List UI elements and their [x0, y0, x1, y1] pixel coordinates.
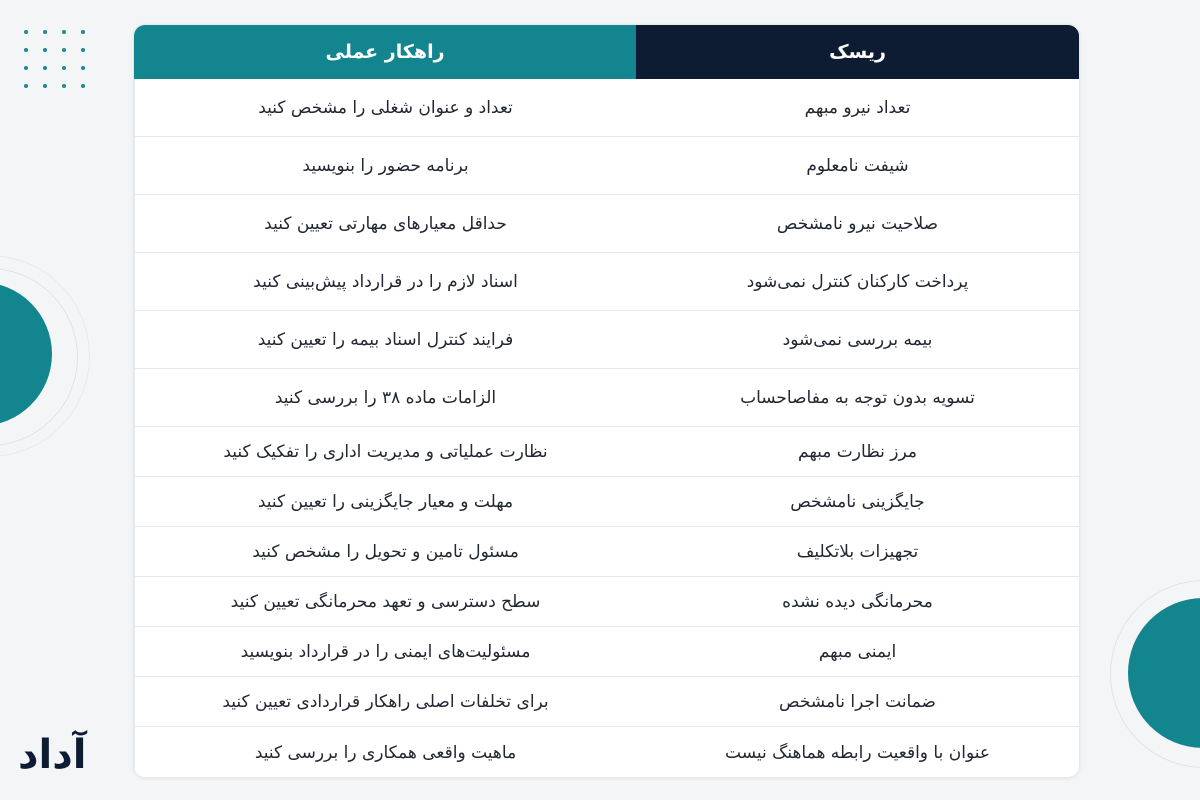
solution-cell: مهلت و معیار جایگزینی را تعیین کنید	[134, 477, 636, 526]
risk-cell: مرز نظارت مبهم	[798, 441, 917, 462]
table-row	[134, 527, 1079, 577]
solution-cell: حداقل معیارهای مهارتی تعیین کنید	[134, 195, 636, 252]
header-solution: راهکار عملی	[134, 25, 636, 79]
table-body	[134, 79, 1079, 778]
table-row	[134, 627, 1079, 677]
solution-cell: سطح دسترسی و تعهد محرمانگی تعیین کنید	[134, 577, 636, 626]
risk-cell: عنوان با واقعیت رابطه هماهنگ نیست	[725, 743, 991, 763]
solution-cell: برای تخلفات اصلی راهکار قراردادی تعیین کنید	[134, 677, 636, 726]
risk-cell: جایگزینی نامشخص	[790, 491, 925, 512]
solution-cell: الزامات ماده ۳۸ را بررسی کنید	[134, 369, 636, 426]
table-row	[134, 195, 1079, 253]
table-row	[134, 253, 1079, 311]
table-row	[134, 137, 1079, 195]
solution-cell: برنامه حضور را بنویسید	[134, 137, 636, 194]
risk-cell: پرداخت کارکنان کنترل نمی‌شود	[746, 271, 969, 292]
table-row	[134, 311, 1079, 369]
risk-cell: ایمنی مبهم	[818, 641, 897, 662]
solution-cell: تعداد و عنوان شغلی را مشخص کنید	[134, 79, 636, 136]
solution-cell: فرایند کنترل اسناد بیمه را تعیین کنید	[134, 311, 636, 368]
risk-cell: تسویه بدون توجه به مفاصاحساب	[740, 387, 975, 408]
table-row	[134, 369, 1079, 427]
brand-logo: آداد	[18, 732, 87, 778]
risk-cell: شیفت نامعلوم	[806, 155, 909, 176]
table-header-row	[134, 25, 1079, 79]
decorative-dot-grid	[24, 30, 85, 88]
risk-solution-table	[133, 24, 1080, 778]
risk-cell: محرمانگی دیده نشده	[782, 591, 933, 612]
solution-cell: مسئول تامین و تحویل را مشخص کنید	[134, 527, 636, 576]
table-row	[134, 727, 1079, 778]
table-row	[134, 427, 1079, 477]
risk-cell: بیمه بررسی نمی‌شود	[782, 329, 933, 350]
solution-cell: نظارت عملیاتی و مدیریت اداری را تفکیک کنید	[134, 427, 636, 476]
table-row	[134, 477, 1079, 527]
risk-cell: صلاحیت نیرو نامشخص	[776, 213, 939, 234]
solution-cell: اسناد لازم را در قرارداد پیش‌بینی کنید	[134, 253, 636, 310]
solution-cell: ماهیت واقعی همکاری را بررسی کنید	[134, 727, 636, 778]
risk-cell: تعداد نیرو مبهم	[804, 97, 911, 118]
header-risk: ریسک	[636, 25, 1079, 79]
table-row	[134, 677, 1079, 727]
risk-cell: تجهیزات بلاتکلیف	[796, 541, 919, 562]
risk-cell: ضمانت اجرا نامشخص	[779, 691, 936, 712]
table-row	[134, 79, 1079, 137]
solution-cell: مسئولیت‌های ایمنی را در قرارداد بنویسید	[134, 627, 636, 676]
table-row	[134, 577, 1079, 627]
